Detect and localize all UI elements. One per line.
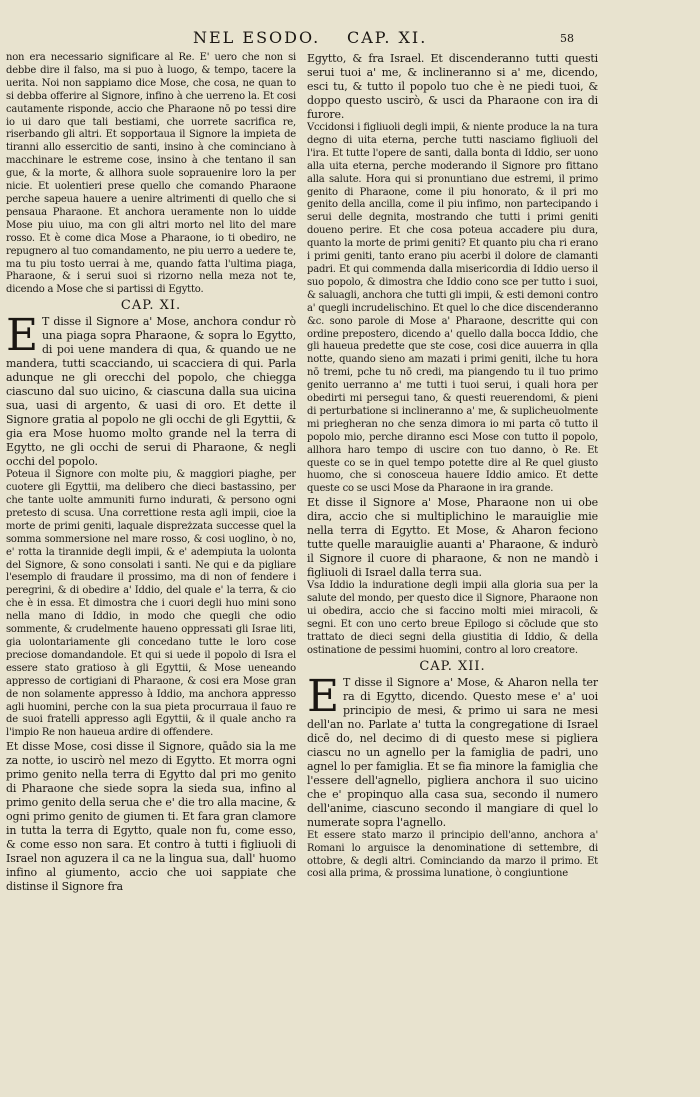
- commentary-paragraph: non era necessario significare al Re. E' uero che non si debbe dire il falso, ma si puo à luogo, & tempo, tacere la uerita. Noi non sappiamo dice Mose, che cosa, ne quan to si debba offerire al Signore, infino à che uerreno la. Et cosi cautamente risponde, accio che Pharaone nō po tessi dire io ui daro que tali bestiami, che uorrete sacrifica re, riserbando gli altri. Et sopportaua il Signore la impieta de tiranni allo essercitio de santi, insino à che cominciano à macchinare le estreme cose, insino à che tentano il san gue, & la morte, & allhora suole soprauenire loro la per nicie. Et uolentieri prese quello che comando Pharaone perche sapeua hauere a uenire altrimenti di quello che si pensaua Pharaone. Et anchora ueramente non lo uidde Mose piu uiuo, ma con gli altri morto nel lito del mare rosso. Et è come dica Mose a Pharaone, io ti obediro, ne repugnero al tuo comandamento, ne piu uerro a uedere te, ma tu piu tosto uerrai à me, quando fatta l'ultima piaga, Pharaone, & i serui suoi si rizorno nella meza not te, dicendo a Mose che si partissi di Egytto.: [6, 52, 296, 296]
- scripture-paragraph: Et disse Mose, cosi disse il Signore, quādo sia la me za notte, io uscirò nel mezo di Egytto. Et morra ogni primo genito nella terra di Egytto dal pri mo genito di Pharaone che siede sopra la sieda sua, infino al primo genito della serua che e' die tro alla macine, & ogni primo genito de giumen ti. Et fara gran clamore in tutta la terra di Egytto, quale non fu, come esso, & come esso non sara. Et contro à tutti i figliuoli di Israel non aguzera il ca ne la lingua sua, dall' huomo infino al giumento, accio che uoi sappiate che distinse il Signore fra: [6, 740, 296, 894]
- scripture-text: T disse il Signore a' Mose, & Aharon nella ter ra di Egytto, dicendo. Questo mese e' a' uoi principio de mesi, & primo ui sara ne mesi dell'an no. Parlate a' tutta la congregatione di Israel dicē do, nel decimo di di questo mese si pigliera ciascu no un agnello per la famiglia de padri, uno agnel lo per famiglia. Et se fia minore la famiglia che l'essere dell'agnello, pigliera anchora il suo uicino che e' propinquo alla casa sua, secondo il numero dell'anime, ciascuno secondo il mangiare di quel lo numerate sopra l'agnello.: [307, 675, 598, 829]
- commentary-paragraph: Poteua il Signore con molte piu, & maggiori piaghe, per cuotere gli Egyttii, ma delibero che dieci bastassino, per che tante uolte ammuniti furno indurati, & persono ogni pretesto di scusa. Una correttione resta agli impii, cioe la morte de primi geniti, laquale dispreżzata successe quel la somma sommersione nel mare rosso, & cosi uoglino, ò no, e' rotta la tirannide degli impii, & e' adempiuta la uolonta del Signore, & sono consolati i santi. Ne qui e da pigliare l'esemplo di fraudare il prossimo, ma di non of fendere i peregrini, & di obedire a' Iddio, del quale e' la terra, & cio che è in essa. Et dimostra che i cuori degli huo mini sono nella mano di Iddio, in modo che quegli che odio sommente, & crudelmente haueno oppressati gli Israe liti, gia uolontariamente gli concedano tutte le loro cose preciose domandandole. Et qui si uede il popolo di Isra el essere stato gratioso à gli Egyttii, & Mose ueneando appresso de cortigiani di Pharaone, & cosi era Mose gran de non solamente appresso à Iddio, ma anchora appresso agli huomini, perche con la sua pieta procurraua il fauo re de suoi fratelli appresso agli Egyttii, & il quale ancho ra l'impio Re non haueua ardire di offendere.: [6, 469, 296, 739]
- right-column: [307, 52, 598, 1097]
- chapter-heading: CAP. XI.: [120, 298, 182, 314]
- scripture-text: T disse il Signore a' Mose, anchora condur rò una piaga sopra Pharaone, & sopra lo Egytto, di poi uene mandera di qua, & quando ue ne mandera, tutti scacciando, ui scacciera di qui. Parla adunque ne gli orecchi del popolo, che chiegga ciascuno dal suo uicino, & ciascuna dalla sua uicina sua, uasi di argento, & uasi di oro. Et dette il Signore gratia al popolo ne gli occhi de gli Egyttii, & gia era Mose huomo molto grande nel la terra di Egytto, ne gli occhi de serui di Pharaone, & negli occhi del popolo.: [6, 315, 296, 469]
- scripture-paragraph: Et disse il Signore a' Mose, Pharaone non ui obe dira, accio che si multiplichino le marauiglie mie nella terra di Egytto. Et Mose, & Aharon feciono tutte quelle marauiglie auanti a' Pharaone, & indurò il Signore il cuore di pharaone, & non ne mandò i figliuoli di Israel dalla terra sua.: [307, 496, 598, 580]
- scripture-paragraph: Egytto, & fra Israel. Et discenderanno tutti questi serui tuoi a' me, & inclineranno si a' me, dicendo, esci tu, & tutto il popolo tuo che è ne piedi tuoi, & doppo questo uscirò, & usci da Pharaone con ira di furore.: [307, 52, 598, 121]
- scripture-paragraph: [6, 310, 296, 469]
- commentary-paragraph: Vsa Iddio la induratione degli impii alla gloria sua per la salute del mondo, per questo dice il Signore, Pharaone non ui obedira, accio che si faccino molti miei miracoli, & segni. Et con uno certo breue Epilogo si cōclude que sto trattato de dieci segni della giustitia di Iddio, & della ostinatione de pessimi huomini, contro al loro creatore.: [307, 580, 598, 656]
- commentary-paragraph: Et essere stato marzo il principio dell'anno, anchora a' Romani lo arguisce la denominatione di settembre, di ottobre, & degli altri. Cominciando da marzo il primo. Et cosi alla prima, & prossima lunatione, ò congiuntione: [307, 829, 598, 880]
- running-header: [0, 28, 700, 50]
- drop-cap-initial: E: [6, 310, 38, 362]
- running-title-right: CAP. XI.: [347, 28, 428, 47]
- left-column: [6, 52, 296, 1097]
- chapter-heading: CAP. XII.: [419, 658, 486, 674]
- page-number: 58: [560, 32, 574, 45]
- drop-cap-initial: E: [307, 670, 339, 722]
- commentary-paragraph: Vccidonsi i figliuoli degli impii, & niente produce la na tura degno di uita eterna, perche tutti nasciamo figliuoli del l'ira. Et tutte l'opere de santi, dalla bonta di Iddio, ser uono alla uita eterna, perche moderando il Signore pro fittano alla salute. Hora qui si pronuntiano due estremi, il primo genito di Pharaone, come il piu honorato, & il pri mo genito della ancilla, come il piu infimo, non partecipando i serui delle degnita, mostrando che tutti i primi geniti doueno perire. Et che cosa poteua accadere piu dura, quanto la morte de primi geniti? Et quanto piu cha ri erano i primi geniti, tanto erano piu acerbi il dolore de clamanti padri. Et qui commenda dalla misericordia di Iddio uerso il suo popolo, & dimostra che Iddio cono sce per tutto i suoi, & saluagli, anchora che tutti gli impii, & esti demoni contro a' quegli incrudelischino. Et quel lo che dice discenderanno &c. sono parole di Mose a' Pharaone, descritte qui con ordine prepostero, dicendo a' quello dalla bocca Iddio, che gli haueua predette que ste cose, cosi dice auuerra in qlla notte, quando sieno am mazati i primi geniti, ilche tu hora nō tremi, pche tu nō credi, ma piangendo tu il tuo primo genito uerranno a' me tutti i tuoi serui, i quali hora per obedirti mi persegui tano, & questi reuerendomi, & pieni di perturbatione si inclineranno a' me, & suplicheuolmente mi priegheran no che senza dimora io mi parta cō tutto il popolo mio, perche diranno esci Mose con tutto il popolo, allhora haro tempo di uscire con tuo danno, ò Re. Et queste co se in quel tempo potette dire al Re quel giusto huomo, che si conosceua hauere Iddio amico. Et dette queste co se usci Mose da Pharaone in ira grande.: [307, 122, 598, 495]
- running-title-left: NEL ESODO.: [193, 28, 321, 47]
- scripture-paragraph: [307, 670, 598, 830]
